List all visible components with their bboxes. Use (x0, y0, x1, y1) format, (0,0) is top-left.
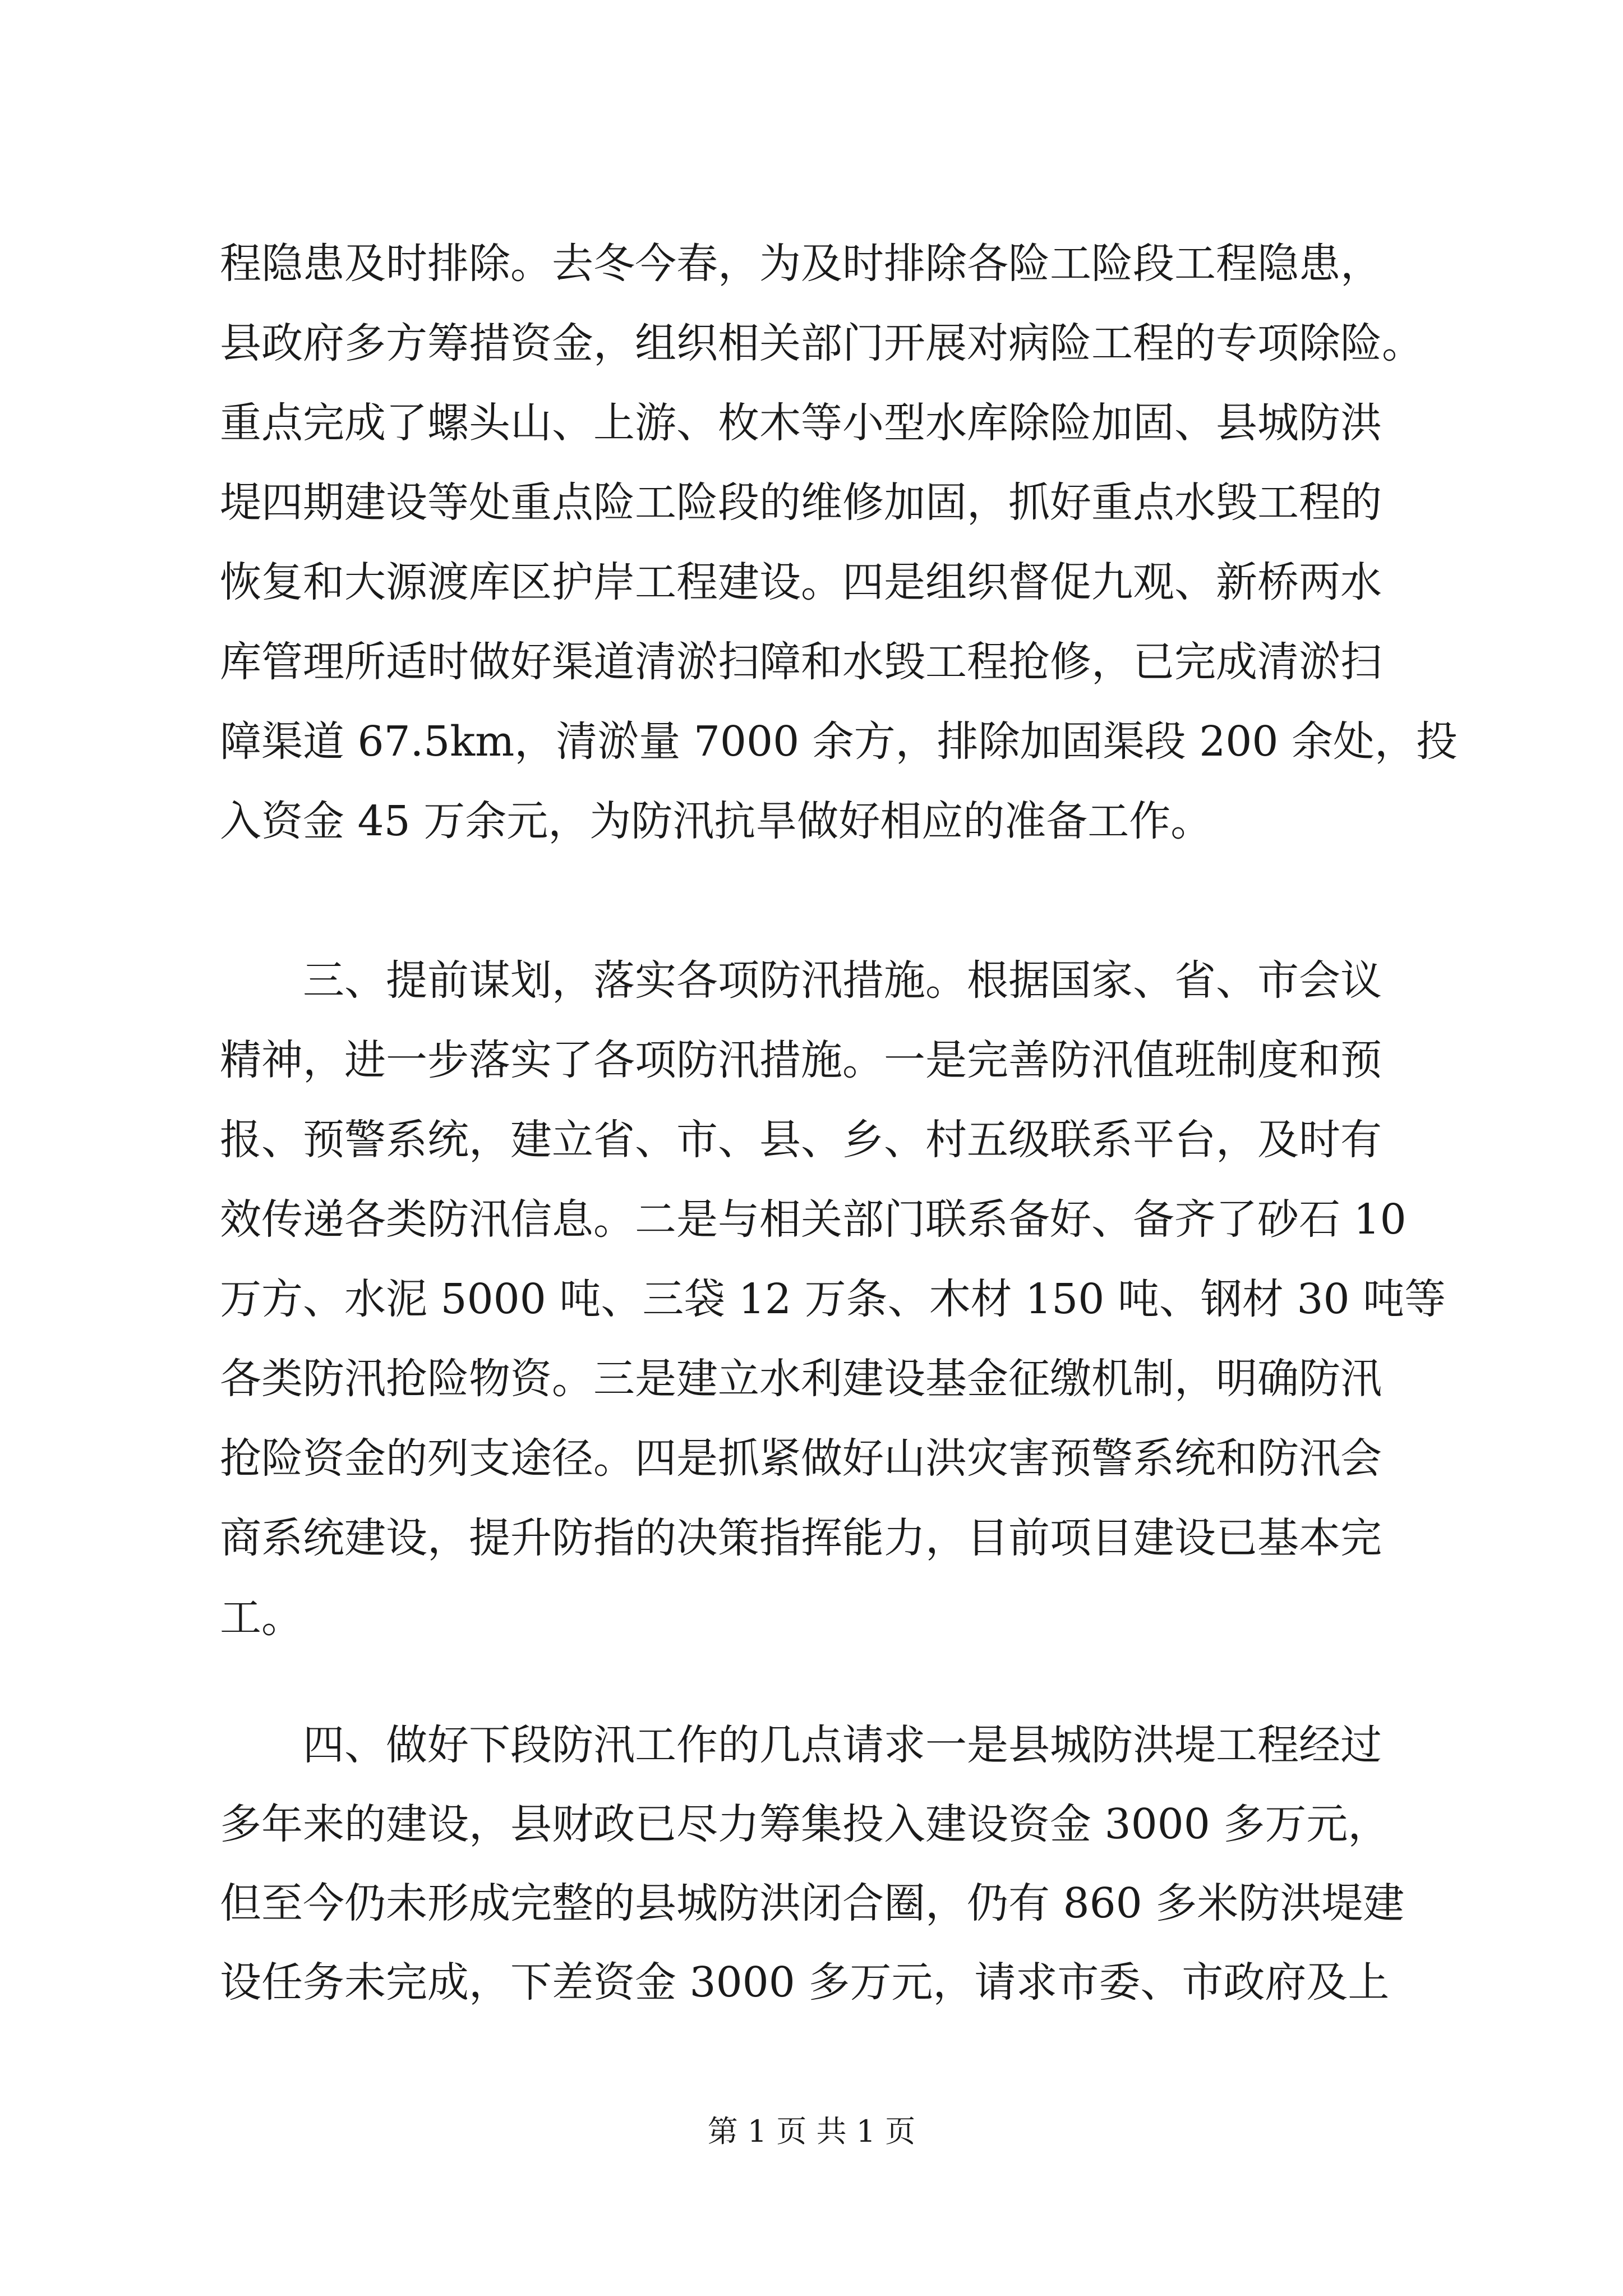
text-line-19: 多年来的建设，县财政已尽力筹集投入建设资金 3000 多万元， (220, 1800, 1390, 1848)
text-line-15: 抢险资金的列支途径。四是抓紧做好山洪灾害预警系统和防汛会 (220, 1434, 1382, 1483)
text-line-10: 精神，进一步落实了各项防汛措施。一是完善防汛值班制度和预 (220, 1036, 1382, 1084)
page-number-footer: 第 1 页 共 1 页 (707, 2114, 916, 2149)
text-line-21: 设任务未完成，下差资金 3000 多万元，请求市委、市政府及上 (220, 1958, 1390, 2007)
text-line-9: 三、提前谋划，落实各项防汛措施。根据国家、省、市会议 (303, 956, 1382, 1005)
text-line-13: 万方、水泥 5000 吨、三袋 12 万条、木材 150 吨、钢材 30 吨等 (220, 1275, 1446, 1323)
text-line-17: 工。 (220, 1594, 303, 1642)
text-line-3: 重点完成了螺头山、上游、枚木等小型水库除险加固、县城防洪 (220, 399, 1382, 447)
text-line-6: 库管理所适时做好渠道清淤扫障和水毁工程抢修，已完成清淤扫 (220, 638, 1382, 686)
text-line-5: 恢复和大源渡库区护岸工程建设。四是组织督促九观、新桥两水 (220, 558, 1382, 606)
text-line-12: 效传递各类防汛信息。二是与相关部门联系备好、备齐了砂石 10 (220, 1195, 1407, 1244)
text-line-7: 障渠道 67.5km，清淤量 7000 余方，排除加固渠段 200 余处，投 (220, 717, 1458, 766)
text-line-14: 各类防汛抢险物资。三是建立水利建设基金征缴机制，明确防汛 (220, 1355, 1382, 1403)
text-line-1: 程隐患及时排除。去冬今春，为及时排除各险工险段工程隐患， (220, 240, 1382, 288)
text-line-2: 县政府多方筹措资金，组织相关部门开展对病险工程的专项除险。 (220, 319, 1423, 367)
text-line-16: 商系统建设，提升防指的决策指挥能力，目前项目建设已基本完 (220, 1514, 1382, 1562)
text-line-20: 但至今仍未形成完整的县城防洪闭合圈，仍有 860 多米防洪堤建 (220, 1879, 1405, 1927)
text-line-4: 堤四期建设等处重点险工险段的维修加固，抓好重点水毁工程的 (220, 478, 1382, 527)
text-line-18: 四、做好下段防汛工作的几点请求一是县城防洪堤工程经过 (303, 1721, 1382, 1769)
text-line-8: 入资金 45 万余元，为防汛抗旱做好相应的准备工作。 (220, 797, 1212, 845)
text-line-11: 报、预警系统，建立省、市、县、乡、村五级联系平台，及时有 (220, 1116, 1382, 1164)
